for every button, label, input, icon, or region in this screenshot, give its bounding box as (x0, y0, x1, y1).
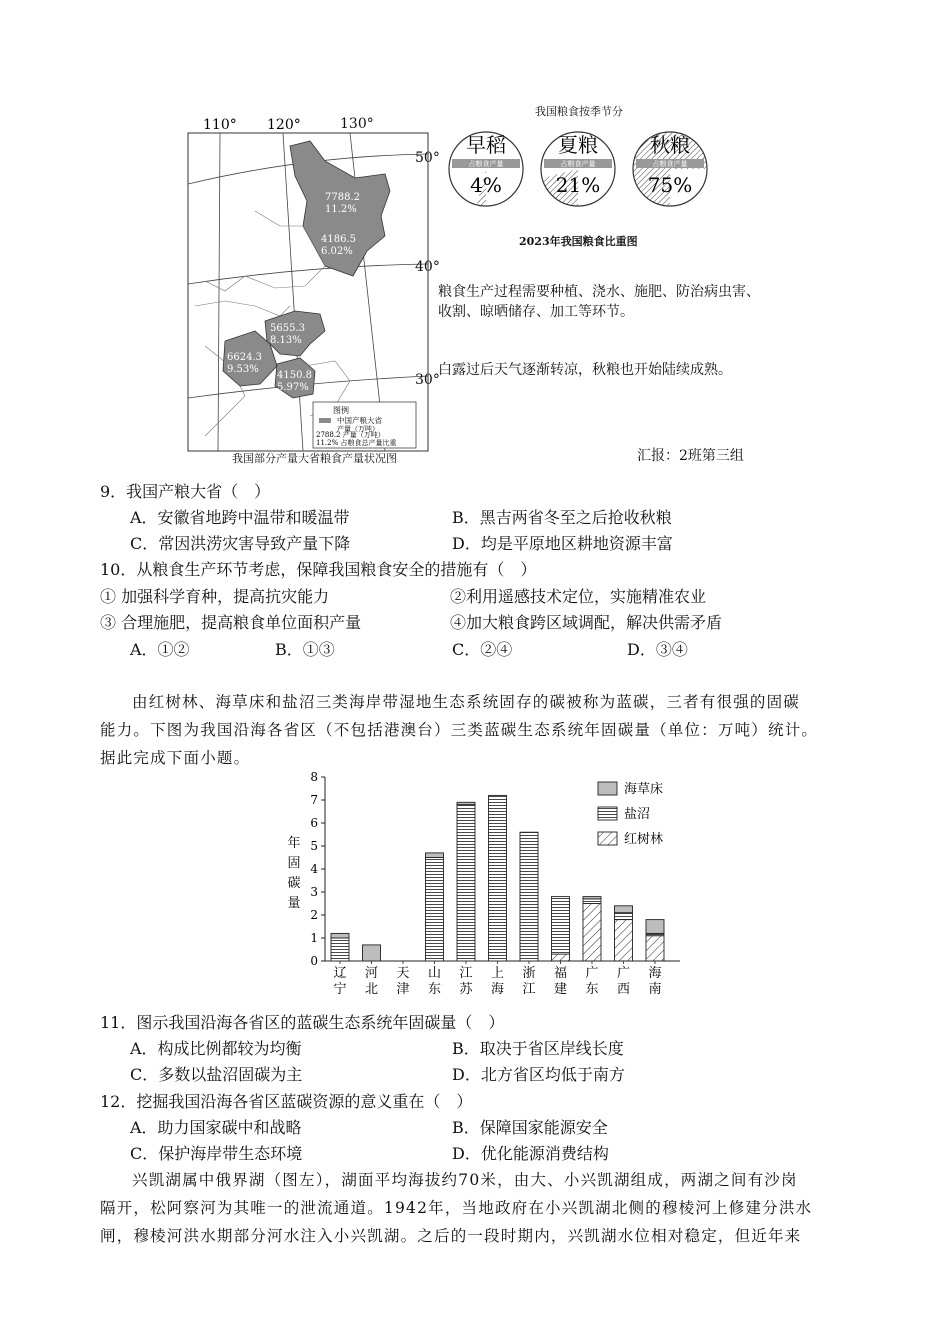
q9-option-d[interactable]: D．均是平原地区耕地资源丰富 (452, 534, 673, 553)
passage-line: 由红树林、海草床和盐沼三类海岸带湿地生态系统固存的碳被称为蓝碳，三者有很强的固碳 (132, 693, 801, 711)
map-value-amount: 6624.3 (227, 352, 262, 363)
map-value-share: 9.53% (227, 364, 259, 375)
lon-label: 110° (203, 117, 237, 133)
map-caption: 我国部分产量大省粮食产量状况图 (232, 452, 397, 465)
y-tick-label: 0 (310, 954, 318, 968)
passage-line: 能力。下图为我国沿海各省区（不包括港澳台）三类蓝碳生态系统年固碳量（单位：万吨）统计。 (100, 721, 819, 739)
x-tick-label: 津 (396, 982, 410, 997)
x-tick-label: 辽 (333, 966, 347, 981)
season-pct: 75% (647, 173, 693, 197)
legend-label: 盐沼 (624, 807, 651, 822)
q9-option-c[interactable]: C．常因洪涝灾害导致产量下降 (130, 534, 351, 553)
bar-segment (426, 853, 444, 858)
grain-map (185, 116, 431, 454)
legend-item: 中国产粮大省 (337, 416, 382, 425)
bar-segment (457, 805, 475, 961)
autumn-note: 白露过后天气逐渐转凉，秋粮也开始陆续成熟。 (438, 362, 732, 378)
bar-segment (583, 904, 601, 962)
passage-line: 据此完成下面小题。 (100, 749, 251, 767)
bar-segment (646, 920, 664, 934)
y-tick-label: 5 (310, 839, 318, 853)
x-tick-label: 浙 (522, 966, 536, 981)
bar-segment (552, 897, 570, 955)
y-axis-label: 碳 (287, 876, 301, 891)
q9-option-b[interactable]: B．黑吉两省冬至之后抢收秋粮 (452, 508, 672, 527)
lat-label: 40° (415, 259, 440, 275)
q12-option-b[interactable]: B．保障国家能源安全 (452, 1118, 608, 1137)
season-sub: 占粮食产量 (468, 160, 504, 168)
x-tick-label: 北 (364, 982, 379, 997)
x-tick-label: 广 (616, 966, 631, 981)
map-svg (185, 116, 431, 454)
season-circles (445, 122, 720, 217)
q10-option-c[interactable]: C．②④ (452, 640, 513, 659)
x-tick-label: 东 (585, 982, 599, 997)
x-tick-label: 海 (490, 982, 505, 997)
y-tick-label: 4 (310, 862, 318, 876)
bar-segment (552, 954, 570, 961)
process-line: 粮食生产过程需要种植、浇水、施肥、防治病虫害、 (438, 284, 760, 300)
map-value-amount: 5655.3 (270, 323, 305, 334)
y-tick-label: 2 (310, 908, 318, 922)
bar-segment (583, 897, 601, 899)
lon-label: 120° (267, 117, 301, 133)
lat-label: 30° (415, 372, 440, 388)
bar-segment (583, 899, 601, 904)
legend-share: 11.2% 占粮食总产量比重 (316, 439, 397, 447)
q10-statement-3: ③ 合理施肥，提高粮食单位面积产量 (100, 613, 362, 632)
passage-line: 兴凯湖属中俄界湖（图左），湖面平均海拔约70米，由大、小兴凯湖组成，两湖之间有沙岗 (132, 1171, 798, 1189)
x-tick-label: 建 (553, 982, 568, 997)
x-tick-label: 江 (459, 966, 473, 981)
q12-option-a[interactable]: A．助力国家碳中和战略 (130, 1118, 302, 1137)
q10-statement-4: ④加大粮食跨区域调配，解决供需矛盾 (450, 613, 723, 632)
x-tick-label: 东 (427, 982, 442, 997)
season-sub: 占粮食产量 (560, 160, 596, 168)
map-value-share: 5.97% (277, 382, 309, 393)
map-value-share: 8.13% (270, 335, 302, 346)
y-axis-label: 固 (287, 856, 301, 871)
map-value-share: 11.2% (325, 204, 357, 215)
y-tick-label: 6 (310, 816, 318, 830)
legend-label: 红树林 (624, 832, 664, 847)
bar-segment (457, 802, 475, 804)
x-tick-label: 河 (364, 966, 379, 981)
q11-stem: 11．图示我国沿海各省区的蓝碳生态系统年固碳量（ ） (100, 1013, 505, 1032)
x-tick-label: 广 (585, 966, 599, 981)
map-value-amount: 7788.2 (325, 192, 360, 203)
report-label: 汇报：2班第三组 (637, 448, 744, 464)
y-tick-label: 3 (310, 885, 318, 899)
bar-segment (331, 938, 349, 961)
bar-segment (646, 936, 664, 961)
blue-carbon-chart (280, 765, 700, 1005)
y-tick-label: 7 (310, 793, 318, 807)
legend-label: 海草床 (624, 782, 664, 797)
legend-swatch (598, 832, 617, 845)
seasons-title: 我国粮食按季节分 (535, 105, 623, 118)
process-line: 收割、晾晒储存、加工等环节。 (438, 304, 634, 320)
x-tick-label: 江 (522, 982, 536, 997)
seasons-caption: 2023年我国粮食比重图 (519, 235, 638, 248)
season-name: 夏粮 (558, 133, 598, 157)
y-tick-label: 8 (310, 770, 318, 784)
season-sub: 占粮食产量 (652, 160, 688, 168)
lon-label: 130° (340, 116, 374, 132)
process-note (438, 282, 760, 322)
season-pct: 21% (555, 173, 601, 197)
x-tick-label: 福 (553, 966, 568, 981)
q10-option-a[interactable]: A．①② (130, 640, 190, 659)
x-tick-label: 天 (396, 966, 410, 981)
q12-option-d[interactable]: D．优化能源消费结构 (452, 1144, 609, 1163)
x-tick-label: 山 (427, 966, 442, 981)
q10-statement-2: ②利用遥感技术定位，实施精准农业 (450, 587, 707, 606)
bar-segment (489, 795, 507, 961)
bar-segment (363, 945, 381, 961)
x-tick-label: 苏 (459, 982, 473, 997)
q10-statement-1: ① 加强科学育种，提高抗灾能力 (100, 587, 330, 606)
legend-swatch (598, 782, 617, 795)
legend-title: 图例 (333, 406, 349, 415)
legend-unit: 产量（万吨） (337, 425, 379, 433)
passage-blue-carbon (100, 688, 890, 772)
y-tick-label: 1 (310, 931, 318, 945)
passage-xingkai-lake (100, 1166, 890, 1250)
lat-label: 50° (415, 150, 440, 166)
season-pct: 4% (470, 173, 502, 197)
q10-option-b[interactable]: B．①③ (275, 640, 335, 659)
y-axis-label: 量 (287, 896, 301, 911)
map-value-amount: 4186.5 (321, 234, 356, 245)
q10-option-d[interactable]: D．③④ (627, 640, 688, 659)
q11-option-a[interactable]: A．构成比例都较为均衡 (130, 1039, 302, 1058)
q11-option-b[interactable]: B．取决于省区岸线长度 (452, 1039, 624, 1058)
y-axis-label: 年 (287, 836, 301, 851)
season-name: 秋粮 (650, 133, 690, 157)
legend-swatch (598, 807, 617, 820)
q12-stem: 12．挖掘我国沿海各省区蓝碳资源的意义重在（ ） (100, 1092, 473, 1111)
q11-option-d[interactable]: D．北方省区均低于南方 (452, 1065, 625, 1084)
passage-line: 隔开，松阿察河为其唯一的泄流通道。1942年，当地政府在小兴凯湖北侧的穆棱河上修建分洪水 (100, 1199, 813, 1217)
legend-amount: 2788.2 产量（万吨） (316, 431, 385, 439)
q9-stem: 9．我国产粮大省（ ） (100, 482, 271, 501)
q10-stem: 10．从粮食生产环节考虑，保障我国粮食安全的措施有（ ） (100, 560, 537, 579)
bar-segment (520, 832, 538, 961)
bar-segment (331, 933, 349, 938)
x-tick-label: 西 (616, 982, 631, 997)
map-value-share: 6.02% (321, 246, 353, 257)
passage-line: 闸，穆棱河洪水期部分河水注入小兴凯湖。之后的一段时期内，兴凯湖水位相对稳定，但近年来 (100, 1227, 802, 1245)
bar-segment (426, 858, 444, 962)
q12-option-c[interactable]: C．保护海岸带生态环境 (130, 1144, 303, 1163)
q9-option-a[interactable]: A．安徽省地跨中温带和暖温带 (130, 508, 350, 527)
map-value-amount: 4150.8 (277, 370, 312, 381)
bar-segment (615, 913, 633, 920)
x-tick-label: 海 (648, 966, 662, 981)
bar-segment (615, 906, 633, 913)
x-tick-label: 上 (490, 966, 505, 981)
q11-option-c[interactable]: C．多数以盐沼固碳为主 (130, 1065, 303, 1084)
bar-segment (615, 920, 633, 961)
x-tick-label: 南 (648, 982, 662, 997)
x-tick-label: 宁 (333, 982, 347, 997)
season-name: 早稻 (466, 133, 506, 157)
legend-swatch (319, 418, 331, 423)
